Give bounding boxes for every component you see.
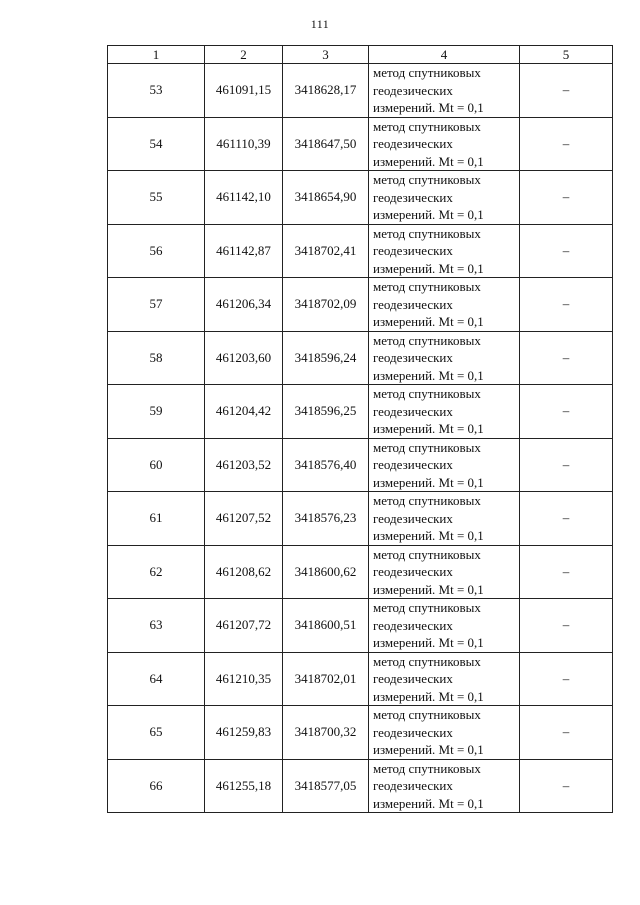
method-text-line: геодезических bbox=[373, 82, 453, 98]
coordinate-y-cell: 3418700,32 bbox=[283, 706, 369, 760]
point-number-cell: 64 bbox=[108, 652, 205, 706]
method-text-line: измерений. Mt = 0,1 bbox=[373, 795, 484, 811]
method-text-line: измерений. Mt = 0,1 bbox=[373, 100, 484, 115]
method-text-line: измерений. Mt = 0,1 bbox=[373, 153, 484, 169]
coordinate-y-cell: 3418596,25 bbox=[283, 385, 369, 439]
method-text-line: измерений. Mt = 0,1 bbox=[373, 367, 484, 383]
method-cell bbox=[369, 438, 520, 492]
method-cell bbox=[369, 117, 520, 171]
coordinate-x-cell: 461255,18 bbox=[205, 759, 283, 813]
method-cell bbox=[369, 278, 520, 332]
method-text-line: геодезических bbox=[373, 243, 453, 258]
method-text-line: геодезических bbox=[373, 457, 453, 472]
point-number-cell: 61 bbox=[108, 492, 205, 546]
method-text-line: измерений. Mt = 0,1 bbox=[373, 260, 484, 276]
column-header-3: 3 bbox=[283, 46, 369, 64]
note-cell: – bbox=[520, 599, 613, 653]
coordinate-x-cell: 461259,83 bbox=[205, 706, 283, 760]
column-header-2: 2 bbox=[205, 46, 283, 64]
point-number-cell: 55 bbox=[108, 171, 205, 225]
coordinate-x-cell: 461091,15 bbox=[205, 64, 283, 118]
method-text-line: геодезических bbox=[373, 189, 453, 205]
note-cell: – bbox=[520, 438, 613, 492]
note-cell: – bbox=[520, 706, 613, 760]
method-text-line: метод спутниковых bbox=[373, 439, 481, 455]
table-row bbox=[108, 117, 613, 171]
point-number-cell: 59 bbox=[108, 385, 205, 439]
method-text-line: геодезических bbox=[373, 778, 453, 793]
coordinate-x-cell: 461110,39 bbox=[205, 117, 283, 171]
method-text-line: метод спутниковых bbox=[373, 493, 481, 508]
method-text-line: геодезических bbox=[373, 724, 453, 740]
method-text-line: метод спутниковых bbox=[373, 225, 481, 241]
table-header-row bbox=[108, 46, 613, 64]
coordinate-x-cell: 461142,10 bbox=[205, 171, 283, 225]
method-cell bbox=[369, 599, 520, 653]
method-text-line: метод спутниковых bbox=[373, 760, 481, 776]
coordinate-y-cell: 3418628,17 bbox=[283, 64, 369, 118]
coordinate-y-cell: 3418576,23 bbox=[283, 492, 369, 546]
point-number-cell: 53 bbox=[108, 64, 205, 118]
coordinate-y-cell: 3418596,24 bbox=[283, 331, 369, 385]
method-text-line: метод спутниковых bbox=[373, 707, 481, 722]
method-text-line: измерений. Mt = 0,1 bbox=[373, 581, 484, 597]
note-cell: – bbox=[520, 117, 613, 171]
method-text-line: метод спутниковых bbox=[373, 600, 481, 615]
coordinate-x-cell: 461206,34 bbox=[205, 278, 283, 332]
point-number-cell: 62 bbox=[108, 545, 205, 599]
column-header-1: 1 bbox=[108, 46, 205, 64]
point-number-cell: 57 bbox=[108, 278, 205, 332]
method-text-line: геодезических bbox=[373, 136, 453, 151]
table-row bbox=[108, 599, 613, 653]
point-number-cell: 65 bbox=[108, 706, 205, 760]
coordinate-x-cell: 461203,60 bbox=[205, 331, 283, 385]
method-text-line: метод спутниковых bbox=[373, 332, 481, 348]
method-text-line: метод спутниковых bbox=[373, 386, 481, 401]
method-text-line: измерений. Mt = 0,1 bbox=[373, 742, 484, 757]
coordinate-y-cell: 3418702,41 bbox=[283, 224, 369, 278]
point-number-cell: 58 bbox=[108, 331, 205, 385]
point-number-cell: 56 bbox=[108, 224, 205, 278]
table-row bbox=[108, 224, 613, 278]
method-cell bbox=[369, 64, 520, 118]
method-text-line: измерений. Mt = 0,1 bbox=[373, 528, 484, 543]
table-row bbox=[108, 545, 613, 599]
method-text-line: геодезических bbox=[373, 671, 453, 686]
coordinate-y-cell: 3418654,90 bbox=[283, 171, 369, 225]
note-cell: – bbox=[520, 759, 613, 813]
method-text-line: метод спутниковых bbox=[373, 65, 481, 80]
table-row bbox=[108, 64, 613, 118]
method-cell bbox=[369, 331, 520, 385]
coordinate-x-cell: 461210,35 bbox=[205, 652, 283, 706]
note-cell: – bbox=[520, 224, 613, 278]
coordinate-x-cell: 461203,52 bbox=[205, 438, 283, 492]
method-text-line: метод спутниковых bbox=[373, 172, 481, 187]
table-row bbox=[108, 759, 613, 813]
column-header-4: 4 bbox=[369, 46, 520, 64]
coordinate-x-cell: 461207,72 bbox=[205, 599, 283, 653]
coordinate-x-cell: 461208,62 bbox=[205, 545, 283, 599]
coordinate-y-cell: 3418702,01 bbox=[283, 652, 369, 706]
coordinate-x-cell: 461142,87 bbox=[205, 224, 283, 278]
table-row bbox=[108, 171, 613, 225]
coordinate-y-cell: 3418577,05 bbox=[283, 759, 369, 813]
table-row bbox=[108, 438, 613, 492]
coordinate-x-cell: 461204,42 bbox=[205, 385, 283, 439]
coordinate-y-cell: 3418647,50 bbox=[283, 117, 369, 171]
method-cell bbox=[369, 759, 520, 813]
method-text-line: метод спутниковых bbox=[373, 279, 481, 294]
note-cell: – bbox=[520, 652, 613, 706]
method-text-line: измерений. Mt = 0,1 bbox=[373, 688, 484, 704]
method-text-line: геодезических bbox=[373, 617, 453, 633]
note-cell: – bbox=[520, 278, 613, 332]
method-text-line: геодезических bbox=[373, 296, 453, 312]
table-body bbox=[108, 64, 613, 813]
page-number: 111 bbox=[310, 17, 330, 31]
method-text-line: метод спутниковых bbox=[373, 118, 481, 134]
table-row bbox=[108, 706, 613, 760]
method-text-line: измерений. Mt = 0,1 bbox=[373, 635, 484, 650]
method-cell bbox=[369, 171, 520, 225]
method-text-line: метод спутниковых bbox=[373, 546, 481, 562]
point-number-cell: 66 bbox=[108, 759, 205, 813]
method-text-line: метод спутниковых bbox=[373, 653, 481, 669]
table-row bbox=[108, 652, 613, 706]
note-cell: – bbox=[520, 385, 613, 439]
table-row bbox=[108, 385, 613, 439]
method-cell bbox=[369, 224, 520, 278]
method-cell bbox=[369, 545, 520, 599]
method-text-line: геодезических bbox=[373, 564, 453, 579]
table-row bbox=[108, 492, 613, 546]
point-number-cell: 60 bbox=[108, 438, 205, 492]
coordinate-y-cell: 3418600,62 bbox=[283, 545, 369, 599]
method-cell bbox=[369, 492, 520, 546]
coordinate-x-cell: 461207,52 bbox=[205, 492, 283, 546]
coordinate-y-cell: 3418600,51 bbox=[283, 599, 369, 653]
point-number-cell: 54 bbox=[108, 117, 205, 171]
coordinate-y-cell: 3418576,40 bbox=[283, 438, 369, 492]
method-text-line: геодезических bbox=[373, 403, 453, 419]
method-text-line: измерений. Mt = 0,1 bbox=[373, 421, 484, 436]
method-text-line: геодезических bbox=[373, 510, 453, 526]
note-cell: – bbox=[520, 171, 613, 225]
method-cell bbox=[369, 706, 520, 760]
note-cell: – bbox=[520, 64, 613, 118]
coordinate-y-cell: 3418702,09 bbox=[283, 278, 369, 332]
method-cell bbox=[369, 385, 520, 439]
table-row bbox=[108, 278, 613, 332]
method-cell bbox=[369, 652, 520, 706]
point-number-cell: 63 bbox=[108, 599, 205, 653]
coordinates-table bbox=[107, 45, 613, 813]
method-text-line: измерений. Mt = 0,1 bbox=[373, 207, 484, 222]
column-header-5: 5 bbox=[520, 46, 613, 64]
note-cell: – bbox=[520, 545, 613, 599]
note-cell: – bbox=[520, 331, 613, 385]
method-text-line: геодезических bbox=[373, 350, 453, 365]
table-row bbox=[108, 331, 613, 385]
note-cell: – bbox=[520, 492, 613, 546]
method-text-line: измерений. Mt = 0,1 bbox=[373, 314, 484, 329]
method-text-line: измерений. Mt = 0,1 bbox=[373, 474, 484, 490]
